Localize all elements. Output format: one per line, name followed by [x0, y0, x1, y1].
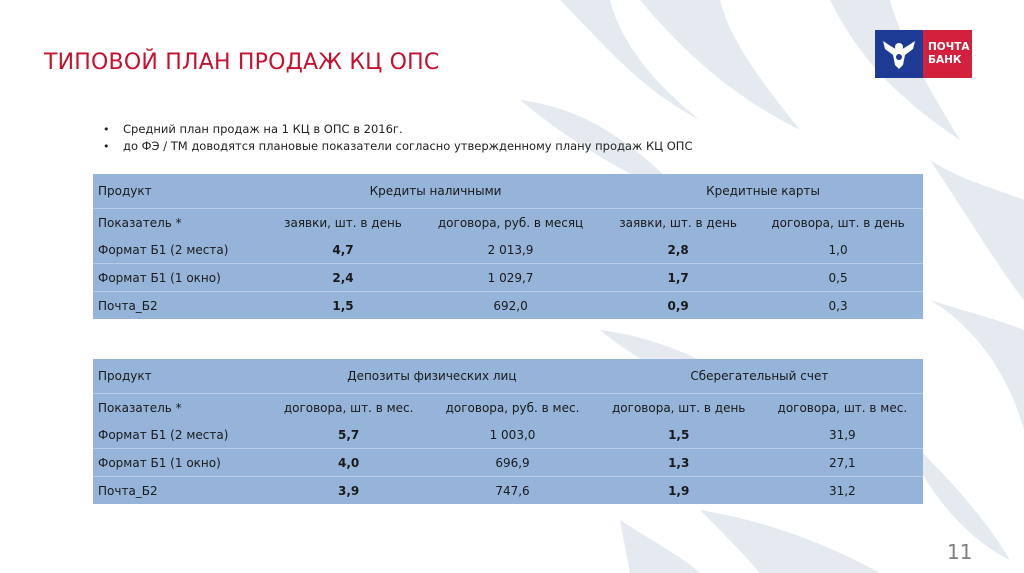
bullet-glyph: • [103, 140, 110, 153]
table-cell: 1,0 [828, 242, 848, 257]
table-subheader-row [93, 394, 923, 422]
column-header: договора, шт. в день [596, 394, 762, 422]
table-cell: 747,6 [429, 477, 595, 505]
pochta-bank-logo [875, 30, 972, 78]
row-label: Формат Б1 (2 места) [98, 427, 229, 442]
table-cell: 0,3 [753, 292, 923, 320]
table-cell: 1,7 [603, 264, 753, 292]
table-cell: 1 003,0 [489, 427, 536, 442]
page-title: ТИПОВОЙ ПЛАН ПРОДАЖ КЦ ОПС [44, 50, 440, 75]
table-row [93, 236, 923, 264]
product-label: Продукт [98, 184, 152, 198]
column-header: договора, шт. в день [753, 209, 923, 237]
sales-plan-table-credits [93, 174, 923, 319]
table-row [93, 292, 923, 320]
table-row [93, 449, 923, 477]
group-header: Депозиты физических лиц [347, 369, 517, 383]
table-cell: 1,9 [596, 477, 762, 505]
bullet-text: Средний план продаж на 1 КЦ в ОПС в 2016г. [123, 122, 403, 136]
table-cell: 31,9 [828, 427, 856, 442]
table-cell: 2,4 [268, 264, 418, 292]
table-cell: 0,9 [603, 292, 753, 320]
column-header: договора, руб. в мес. [429, 394, 595, 422]
table-cell: 1,5 [268, 292, 418, 320]
table-cell: 3,9 [268, 477, 429, 505]
group-header: Кредитные карты [706, 184, 820, 198]
sales-plan-table-deposits [93, 359, 923, 504]
row-label: Формат Б1 (2 места) [98, 242, 229, 257]
table-cell: 5,7 [338, 427, 360, 442]
row-label: Формат Б1 (1 окно) [93, 264, 268, 292]
table-cell: 692,0 [418, 292, 603, 320]
product-label: Продукт [98, 369, 152, 383]
indicator-label: Показатель * [93, 394, 268, 422]
logo-line-1: ПОЧТА [928, 41, 970, 53]
bullet-list [103, 121, 692, 155]
table-row [93, 264, 923, 292]
table-row [93, 421, 923, 449]
table-header-row [93, 174, 923, 209]
table-cell: 1 029,7 [418, 264, 603, 292]
table-cell: 2 013,9 [487, 242, 534, 257]
column-header: договора, руб. в месяц [418, 209, 603, 237]
table-cell: 31,2 [762, 477, 923, 505]
logo-line-2: БАНК [928, 54, 962, 66]
table-cell: 27,1 [762, 449, 923, 477]
indicator-label: Показатель * [93, 209, 268, 237]
column-header: заявки, шт. в день [268, 209, 418, 237]
table-cell: 1,5 [668, 427, 690, 442]
table-cell: 0,5 [753, 264, 923, 292]
table-row [93, 477, 923, 505]
logo-wordmark [923, 30, 972, 78]
column-header: договора, шт. в мес. [268, 394, 429, 422]
bullet-glyph: • [103, 123, 110, 136]
row-label: Формат Б1 (1 окно) [93, 449, 268, 477]
eagle-emblem-icon [875, 30, 923, 78]
column-header: заявки, шт. в день [603, 209, 753, 237]
table-cell: 4,7 [332, 242, 354, 257]
table-header-row [93, 359, 923, 394]
table-subheader-row [93, 209, 923, 237]
group-header: Кредиты наличными [369, 184, 502, 198]
column-header: договора, шт. в мес. [762, 394, 923, 422]
table-cell: 696,9 [429, 449, 595, 477]
group-header: Сберегательный счет [690, 369, 829, 383]
table-cell: 1,3 [596, 449, 762, 477]
bullet-item [103, 138, 692, 155]
bullet-text: до ФЭ / ТМ доводятся плановые показатели согласно утвержденному плану продаж КЦ ОПС [123, 139, 693, 153]
row-label: Почта_Б2 [93, 292, 268, 320]
table-cell: 4,0 [268, 449, 429, 477]
table-cell: 2,8 [667, 242, 689, 257]
page-number: 11 [947, 540, 973, 564]
bullet-item [103, 121, 692, 138]
row-label: Почта_Б2 [93, 477, 268, 505]
